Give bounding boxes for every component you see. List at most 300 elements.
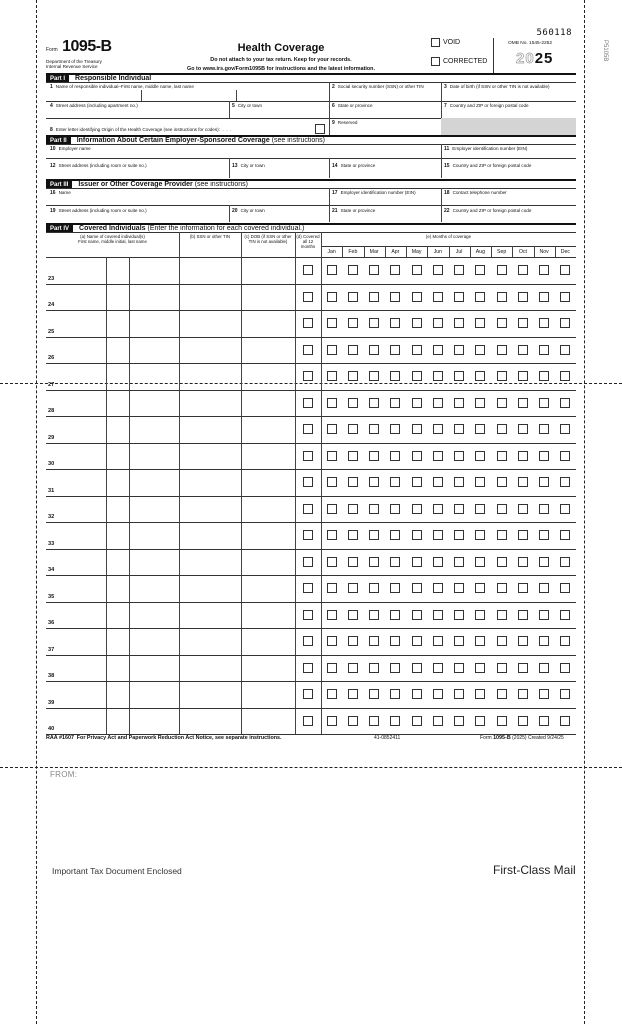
month-checkbox[interactable]: [560, 345, 570, 355]
month-checkbox[interactable]: [497, 345, 507, 355]
month-checkbox[interactable]: [390, 451, 400, 461]
month-checkbox[interactable]: [454, 345, 464, 355]
covered-12-months-checkbox[interactable]: [303, 318, 313, 328]
month-checkbox[interactable]: [348, 504, 358, 514]
divider: [441, 101, 442, 119]
month-checkbox[interactable]: [327, 292, 337, 302]
month-checkbox[interactable]: [369, 265, 379, 275]
field-10: 10 Employer name: [50, 146, 91, 152]
month-checkbox[interactable]: [369, 716, 379, 726]
month-checkbox[interactable]: [518, 265, 528, 275]
month-checkbox[interactable]: [412, 451, 422, 461]
month-checkbox[interactable]: [369, 689, 379, 699]
month-checkbox[interactable]: [475, 424, 485, 434]
month-checkbox[interactable]: [327, 530, 337, 540]
divider: [441, 82, 442, 102]
month-checkbox[interactable]: [539, 530, 549, 540]
month-checkbox[interactable]: [433, 663, 443, 673]
corrected-label: CORRECTED: [443, 58, 488, 65]
month-checkbox[interactable]: [560, 371, 570, 381]
month-checkbox[interactable]: [518, 689, 528, 699]
month-checkbox[interactable]: [412, 663, 422, 673]
month-checkbox[interactable]: [454, 636, 464, 646]
month-checkbox[interactable]: [369, 345, 379, 355]
field-20: 20 City or town: [232, 208, 265, 214]
rule: [46, 82, 576, 83]
col-e-header: [321, 234, 576, 239]
covered-12-months-checkbox[interactable]: [303, 477, 313, 487]
covered-12-months-checkbox[interactable]: [303, 610, 313, 620]
month-checkbox[interactable]: [518, 477, 528, 487]
month-checkbox[interactable]: [497, 583, 507, 593]
month-checkbox[interactable]: [475, 689, 485, 699]
month-checkbox[interactable]: [518, 583, 528, 593]
month-checkbox[interactable]: [369, 636, 379, 646]
month-checkbox[interactable]: [390, 504, 400, 514]
month-checkbox[interactable]: [348, 318, 358, 328]
dept-line-1: Department of the Treasury: [46, 59, 102, 64]
month-checkbox[interactable]: [475, 583, 485, 593]
month-checkbox[interactable]: [539, 689, 549, 699]
month-checkbox[interactable]: [475, 716, 485, 726]
month-checkbox[interactable]: [560, 451, 570, 461]
month-checkbox[interactable]: [412, 636, 422, 646]
month-checkbox[interactable]: [454, 610, 464, 620]
month-checkbox[interactable]: [454, 424, 464, 434]
month-checkbox[interactable]: [433, 371, 443, 381]
month-checkbox[interactable]: [327, 557, 337, 567]
month-checkbox[interactable]: [560, 477, 570, 487]
month-checkbox[interactable]: [433, 504, 443, 514]
month-checkbox[interactable]: [518, 292, 528, 302]
field-13: 13 City or town: [232, 163, 265, 169]
month-checkbox[interactable]: [497, 557, 507, 567]
month-checkbox[interactable]: [412, 610, 422, 620]
month-checkbox[interactable]: [475, 292, 485, 302]
month-checkbox[interactable]: [433, 398, 443, 408]
divider: [229, 101, 230, 119]
month-checkbox[interactable]: [390, 663, 400, 673]
month-checkbox[interactable]: [412, 504, 422, 514]
field-8-label: Enter letter identifying Origin of the Health Coverage (see instructions for codes):: [55, 127, 220, 132]
divider: [329, 118, 330, 135]
origin-code-box[interactable]: [315, 124, 325, 134]
month-checkbox[interactable]: [560, 424, 570, 434]
month-checkbox[interactable]: [560, 610, 570, 620]
month-checkbox[interactable]: [369, 504, 379, 514]
month-checkbox[interactable]: [390, 557, 400, 567]
month-checkbox[interactable]: [390, 530, 400, 540]
month-checkbox[interactable]: [390, 583, 400, 593]
col-d-line-2: all 12 months: [300, 239, 316, 249]
covered-12-months-checkbox[interactable]: [303, 557, 313, 567]
divider: [441, 158, 442, 178]
month-checkbox[interactable]: [539, 265, 549, 275]
covered-12-months-checkbox[interactable]: [303, 265, 313, 275]
month-checkbox[interactable]: [497, 636, 507, 646]
month-checkbox[interactable]: [369, 557, 379, 567]
part3-label: Part III: [46, 181, 72, 189]
month-checkbox[interactable]: [433, 689, 443, 699]
month-checkbox[interactable]: [497, 424, 507, 434]
month-checkbox[interactable]: [454, 477, 464, 487]
month-checkbox[interactable]: [369, 424, 379, 434]
month-checkbox[interactable]: [433, 318, 443, 328]
month-checkbox[interactable]: [518, 610, 528, 620]
covered-12-months-checkbox[interactable]: [303, 451, 313, 461]
field-17: 17 Employer identification number (EIN): [332, 190, 416, 196]
row-number: 28: [48, 408, 55, 414]
month-header: Nov: [539, 249, 549, 255]
month-checkbox[interactable]: [327, 504, 337, 514]
month-checkbox[interactable]: [539, 371, 549, 381]
void-checkbox[interactable]: [431, 38, 440, 47]
month-checkbox[interactable]: [327, 636, 337, 646]
month-checkbox[interactable]: [539, 716, 549, 726]
month-checkbox[interactable]: [497, 292, 507, 302]
month-checkbox[interactable]: [390, 477, 400, 487]
field-6-label: State or province: [337, 103, 373, 108]
month-checkbox[interactable]: [560, 318, 570, 328]
covered-12-months-checkbox[interactable]: [303, 371, 313, 381]
month-checkbox[interactable]: [518, 716, 528, 726]
month-checkbox[interactable]: [497, 318, 507, 328]
month-checkbox[interactable]: [454, 398, 464, 408]
month-checkbox[interactable]: [560, 557, 570, 567]
right-perforation: [584, 0, 585, 1024]
month-checkbox[interactable]: [497, 265, 507, 275]
field-19: 19 Street address (including room or suite no.): [50, 208, 147, 214]
month-checkbox[interactable]: [539, 583, 549, 593]
month-checkbox[interactable]: [390, 292, 400, 302]
month-checkbox[interactable]: [433, 477, 443, 487]
month-checkbox[interactable]: [454, 451, 464, 461]
month-checkbox[interactable]: [348, 636, 358, 646]
month-checkbox[interactable]: [327, 689, 337, 699]
column-divider: [295, 232, 296, 734]
month-checkbox[interactable]: [475, 318, 485, 328]
month-checkbox[interactable]: [412, 530, 422, 540]
month-checkbox[interactable]: [327, 318, 337, 328]
month-checkbox[interactable]: [390, 689, 400, 699]
corrected-checkbox[interactable]: [431, 57, 440, 66]
month-checkbox[interactable]: [390, 716, 400, 726]
month-checkbox[interactable]: [454, 716, 464, 726]
month-checkbox[interactable]: [390, 398, 400, 408]
month-checkbox[interactable]: [475, 345, 485, 355]
month-checkbox[interactable]: [327, 345, 337, 355]
month-checkbox[interactable]: [560, 583, 570, 593]
month-checkbox[interactable]: [348, 371, 358, 381]
month-checkbox[interactable]: [497, 716, 507, 726]
column-divider: [241, 232, 242, 734]
row-number: 40: [48, 726, 55, 732]
month-header: Jan: [327, 249, 336, 255]
covered-12-months-checkbox[interactable]: [303, 636, 313, 646]
left-perforation: [36, 0, 37, 1024]
month-checkbox[interactable]: [475, 265, 485, 275]
month-checkbox[interactable]: [369, 292, 379, 302]
covered-12-months-checkbox[interactable]: [303, 424, 313, 434]
month-checkbox[interactable]: [518, 504, 528, 514]
month-checkbox[interactable]: [433, 345, 443, 355]
month-checkbox[interactable]: [412, 424, 422, 434]
covered-12-months-checkbox[interactable]: [303, 530, 313, 540]
month-checkbox[interactable]: [475, 451, 485, 461]
month-checkbox[interactable]: [560, 265, 570, 275]
month-header: Jul: [455, 249, 463, 255]
month-checkbox[interactable]: [454, 292, 464, 302]
month-checkbox[interactable]: [327, 265, 337, 275]
month-checkbox[interactable]: [497, 610, 507, 620]
month-checkbox[interactable]: [497, 477, 507, 487]
month-divider: [491, 246, 492, 257]
covered-12-months-checkbox[interactable]: [303, 292, 313, 302]
covered-12-months-checkbox[interactable]: [303, 345, 313, 355]
month-checkbox[interactable]: [348, 265, 358, 275]
month-checkbox[interactable]: [327, 583, 337, 593]
month-checkbox[interactable]: [454, 265, 464, 275]
month-checkbox[interactable]: [433, 716, 443, 726]
month-checkbox[interactable]: [454, 318, 464, 328]
month-checkbox[interactable]: [497, 663, 507, 673]
row-number: 24: [48, 302, 55, 308]
month-checkbox[interactable]: [539, 477, 549, 487]
privacy-notice: For Privacy Act and Paperwork Reduction Act Notice, see separate instructions.: [76, 735, 282, 741]
rule: [46, 158, 576, 159]
month-checkbox[interactable]: [475, 398, 485, 408]
month-checkbox[interactable]: [412, 716, 422, 726]
part1-title: Responsible Individual: [75, 75, 152, 82]
month-checkbox[interactable]: [348, 424, 358, 434]
month-checkbox[interactable]: [327, 716, 337, 726]
month-checkbox[interactable]: [497, 451, 507, 461]
month-checkbox[interactable]: [475, 371, 485, 381]
month-checkbox[interactable]: [390, 610, 400, 620]
month-checkbox[interactable]: [518, 318, 528, 328]
month-checkbox[interactable]: [560, 530, 570, 540]
month-checkbox[interactable]: [412, 689, 422, 699]
month-checkbox[interactable]: [412, 477, 422, 487]
month-header: Feb: [348, 249, 358, 255]
divider: [441, 144, 442, 158]
month-checkbox[interactable]: [327, 424, 337, 434]
month-checkbox[interactable]: [390, 318, 400, 328]
month-checkbox[interactable]: [327, 610, 337, 620]
part1-label: Part I: [46, 75, 69, 83]
month-checkbox[interactable]: [560, 663, 570, 673]
month-checkbox[interactable]: [475, 663, 485, 673]
covered-12-months-checkbox[interactable]: [303, 398, 313, 408]
month-checkbox[interactable]: [348, 451, 358, 461]
month-checkbox[interactable]: [369, 663, 379, 673]
month-checkbox[interactable]: [475, 477, 485, 487]
month-checkbox[interactable]: [539, 398, 549, 408]
month-checkbox[interactable]: [369, 583, 379, 593]
month-checkbox[interactable]: [475, 557, 485, 567]
month-checkbox[interactable]: [327, 398, 337, 408]
month-checkbox[interactable]: [369, 398, 379, 408]
month-checkbox[interactable]: [390, 345, 400, 355]
row-number: 35: [48, 593, 55, 600]
month-checkbox[interactable]: [348, 557, 358, 567]
month-checkbox[interactable]: [518, 345, 528, 355]
month-checkbox[interactable]: [518, 636, 528, 646]
month-checkbox[interactable]: [518, 451, 528, 461]
month-checkbox[interactable]: [348, 663, 358, 673]
month-checkbox[interactable]: [497, 398, 507, 408]
field-13-label: City or town: [240, 163, 265, 168]
month-checkbox[interactable]: [412, 265, 422, 275]
month-checkbox[interactable]: [560, 504, 570, 514]
month-checkbox[interactable]: [433, 636, 443, 646]
month-checkbox[interactable]: [454, 557, 464, 567]
month-checkbox[interactable]: [433, 424, 443, 434]
month-checkbox[interactable]: [327, 477, 337, 487]
month-checkbox[interactable]: [412, 398, 422, 408]
month-checkbox[interactable]: [560, 292, 570, 302]
month-checkbox[interactable]: [539, 292, 549, 302]
month-checkbox[interactable]: [539, 610, 549, 620]
month-checkbox[interactable]: [390, 265, 400, 275]
month-checkbox[interactable]: [539, 663, 549, 673]
month-checkbox[interactable]: [433, 530, 443, 540]
form-title: Health Coverage: [237, 42, 325, 54]
month-checkbox[interactable]: [348, 689, 358, 699]
field-3-label: Date of birth (if SSN or other TIN is not available): [449, 84, 550, 89]
month-checkbox[interactable]: [454, 504, 464, 514]
month-checkbox[interactable]: [412, 345, 422, 355]
month-checkbox[interactable]: [497, 504, 507, 514]
form-prefix: Form: [46, 47, 58, 53]
col-a-line-2: First name, middle initial, last name: [78, 239, 147, 244]
month-checkbox[interactable]: [518, 530, 528, 540]
month-checkbox[interactable]: [348, 345, 358, 355]
month-checkbox[interactable]: [390, 371, 400, 381]
covered-12-months-checkbox[interactable]: [303, 716, 313, 726]
month-checkbox[interactable]: [454, 583, 464, 593]
divider: [329, 101, 330, 119]
month-checkbox[interactable]: [433, 265, 443, 275]
month-checkbox[interactable]: [412, 371, 422, 381]
month-checkbox[interactable]: [454, 689, 464, 699]
month-checkbox[interactable]: [369, 451, 379, 461]
month-checkbox[interactable]: [369, 318, 379, 328]
field-7: 7 Country and ZIP or foreign postal code: [444, 103, 529, 109]
part2-title-note: (see instructions): [271, 137, 325, 144]
month-checkbox[interactable]: [412, 292, 422, 302]
month-checkbox[interactable]: [475, 636, 485, 646]
month-checkbox[interactable]: [518, 424, 528, 434]
covered-12-months-checkbox[interactable]: [303, 504, 313, 514]
month-checkbox[interactable]: [454, 530, 464, 540]
month-checkbox[interactable]: [369, 610, 379, 620]
month-checkbox[interactable]: [327, 451, 337, 461]
month-divider: [427, 246, 428, 257]
month-checkbox[interactable]: [348, 716, 358, 726]
footer-right: [480, 735, 564, 741]
month-checkbox[interactable]: [497, 530, 507, 540]
month-checkbox[interactable]: [518, 663, 528, 673]
month-checkbox[interactable]: [348, 292, 358, 302]
covered-12-months-checkbox[interactable]: [303, 663, 313, 673]
month-checkbox[interactable]: [454, 663, 464, 673]
month-checkbox[interactable]: [518, 371, 528, 381]
month-checkbox[interactable]: [475, 504, 485, 514]
month-checkbox[interactable]: [539, 451, 549, 461]
month-checkbox[interactable]: [475, 530, 485, 540]
month-checkbox[interactable]: [433, 583, 443, 593]
month-checkbox[interactable]: [433, 292, 443, 302]
month-checkbox[interactable]: [539, 504, 549, 514]
month-checkbox[interactable]: [539, 557, 549, 567]
row-number: 23: [48, 275, 55, 282]
void-option[interactable]: [431, 38, 460, 47]
month-checkbox[interactable]: [560, 636, 570, 646]
month-checkbox[interactable]: [497, 371, 507, 381]
month-checkbox[interactable]: [412, 318, 422, 328]
year-prefix: 20: [516, 50, 535, 67]
field-1-label: Name of responsible individual–First name, middle name, last name: [55, 84, 194, 89]
month-checkbox[interactable]: [497, 689, 507, 699]
month-checkbox[interactable]: [433, 610, 443, 620]
month-checkbox[interactable]: [412, 557, 422, 567]
month-checkbox[interactable]: [539, 318, 549, 328]
month-checkbox[interactable]: [518, 398, 528, 408]
col-a-line-1: (a) Name of covered individual(s): [80, 234, 145, 239]
divider: [441, 188, 442, 205]
month-checkbox[interactable]: [348, 477, 358, 487]
month-checkbox[interactable]: [433, 451, 443, 461]
month-checkbox[interactable]: [539, 424, 549, 434]
month-checkbox[interactable]: [369, 371, 379, 381]
month-checkbox[interactable]: [348, 583, 358, 593]
month-checkbox[interactable]: [475, 610, 485, 620]
month-checkbox[interactable]: [433, 557, 443, 567]
row-number: 36: [48, 620, 55, 626]
field-10-label: Employer name: [58, 146, 91, 151]
month-checkbox[interactable]: [518, 557, 528, 567]
month-checkbox[interactable]: [369, 477, 379, 487]
row-number: 32: [48, 514, 55, 520]
month-checkbox[interactable]: [348, 530, 358, 540]
row-number: 34: [48, 567, 55, 573]
month-checkbox[interactable]: [560, 398, 570, 408]
column-divider: [179, 232, 180, 734]
month-checkbox[interactable]: [348, 398, 358, 408]
month-checkbox[interactable]: [412, 583, 422, 593]
covered-12-months-checkbox[interactable]: [303, 689, 313, 699]
field-22-label: Country and ZIP or foreign postal code: [452, 208, 532, 213]
month-checkbox[interactable]: [454, 371, 464, 381]
part4-title: [79, 225, 304, 232]
corrected-option[interactable]: [431, 57, 487, 66]
month-checkbox[interactable]: [390, 636, 400, 646]
month-checkbox[interactable]: [327, 663, 337, 673]
covered-12-months-checkbox[interactable]: [303, 583, 313, 593]
month-checkbox[interactable]: [327, 371, 337, 381]
month-checkbox[interactable]: [560, 716, 570, 726]
month-checkbox[interactable]: [348, 610, 358, 620]
col-e-label: (e) Months of coverage: [425, 234, 472, 239]
fold-perforation-lower: [0, 767, 622, 768]
month-checkbox[interactable]: [369, 530, 379, 540]
month-checkbox[interactable]: [390, 424, 400, 434]
month-checkbox[interactable]: [539, 345, 549, 355]
month-checkbox[interactable]: [539, 636, 549, 646]
month-checkbox[interactable]: [560, 689, 570, 699]
field-14-label: State or province: [340, 163, 376, 168]
